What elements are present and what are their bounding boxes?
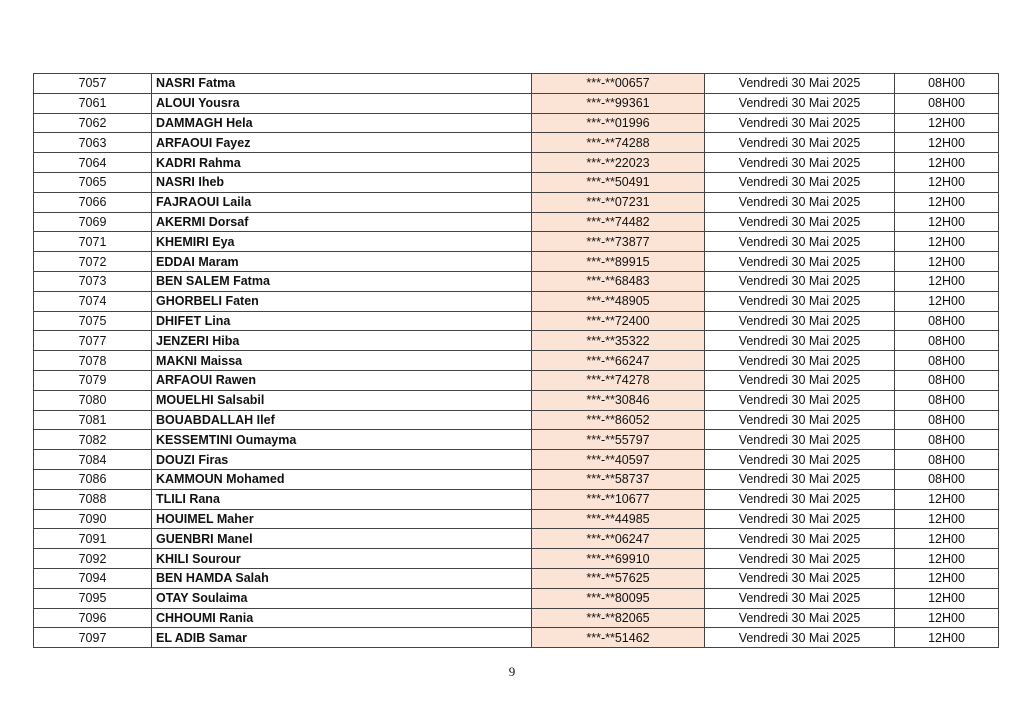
exam-time-cell: 12H00 [895,608,999,628]
person-name-cell: MOUELHI Salsabil [152,390,532,410]
exam-time-cell: 08H00 [895,430,999,450]
row-number-cell: 7069 [34,212,152,232]
row-number-cell: 7063 [34,133,152,153]
row-number-cell: 7080 [34,390,152,410]
person-name-cell: BEN HAMDA Salah [152,568,532,588]
table-row [34,252,999,272]
masked-id-cell: ***-**74288 [532,133,705,153]
exam-date-cell: Vendredi 30 Mai 2025 [705,450,895,470]
masked-id-cell: ***-**44985 [532,509,705,529]
masked-id-cell: ***-**73877 [532,232,705,252]
table-row [34,568,999,588]
row-number-cell: 7061 [34,93,152,113]
exam-date-cell: Vendredi 30 Mai 2025 [705,549,895,569]
row-number-cell: 7073 [34,271,152,291]
masked-id-cell: ***-**68483 [532,271,705,291]
exam-date-cell: Vendredi 30 Mai 2025 [705,291,895,311]
table-row [34,291,999,311]
exam-date-cell: Vendredi 30 Mai 2025 [705,608,895,628]
row-number-cell: 7057 [34,74,152,94]
exam-time-cell: 08H00 [895,450,999,470]
exam-time-cell: 12H00 [895,588,999,608]
person-name-cell: OTAY Soulaima [152,588,532,608]
exam-time-cell: 12H00 [895,133,999,153]
table-row [34,469,999,489]
person-name-cell: KHEMIRI Eya [152,232,532,252]
row-number-cell: 7074 [34,291,152,311]
table-row [34,430,999,450]
exam-date-cell: Vendredi 30 Mai 2025 [705,232,895,252]
exam-time-cell: 12H00 [895,172,999,192]
exam-date-cell: Vendredi 30 Mai 2025 [705,212,895,232]
person-name-cell: JENZERI Hiba [152,331,532,351]
table-row [34,172,999,192]
exam-time-cell: 12H00 [895,252,999,272]
masked-id-cell: ***-**80095 [532,588,705,608]
exam-date-cell: Vendredi 30 Mai 2025 [705,252,895,272]
row-number-cell: 7090 [34,509,152,529]
masked-id-cell: ***-**58737 [532,469,705,489]
table-row [34,628,999,648]
masked-id-cell: ***-**57625 [532,568,705,588]
exam-date-cell: Vendredi 30 Mai 2025 [705,311,895,331]
masked-id-cell: ***-**89915 [532,252,705,272]
table-row [34,410,999,430]
masked-id-cell: ***-**55797 [532,430,705,450]
masked-id-cell: ***-**30846 [532,390,705,410]
row-number-cell: 7077 [34,331,152,351]
exam-date-cell: Vendredi 30 Mai 2025 [705,568,895,588]
row-number-cell: 7075 [34,311,152,331]
exam-date-cell: Vendredi 30 Mai 2025 [705,430,895,450]
exam-date-cell: Vendredi 30 Mai 2025 [705,370,895,390]
person-name-cell: NASRI Fatma [152,74,532,94]
person-name-cell: ARFAOUI Rawen [152,370,532,390]
masked-id-cell: ***-**66247 [532,351,705,371]
exam-date-cell: Vendredi 30 Mai 2025 [705,628,895,648]
exam-time-cell: 12H00 [895,489,999,509]
row-number-cell: 7088 [34,489,152,509]
masked-id-cell: ***-**69910 [532,549,705,569]
masked-id-cell: ***-**74482 [532,212,705,232]
exam-time-cell: 08H00 [895,93,999,113]
person-name-cell: TLILI Rana [152,489,532,509]
masked-id-cell: ***-**35322 [532,331,705,351]
person-name-cell: EDDAI Maram [152,252,532,272]
table-row [34,192,999,212]
exam-date-cell: Vendredi 30 Mai 2025 [705,172,895,192]
exam-date-cell: Vendredi 30 Mai 2025 [705,331,895,351]
exam-time-cell: 08H00 [895,390,999,410]
exam-time-cell: 12H00 [895,291,999,311]
table-row [34,271,999,291]
table-row [34,450,999,470]
table-row [34,133,999,153]
exam-date-cell: Vendredi 30 Mai 2025 [705,509,895,529]
exam-date-cell: Vendredi 30 Mai 2025 [705,469,895,489]
roster-table-body [34,74,999,648]
masked-id-cell: ***-**74278 [532,370,705,390]
table-row [34,529,999,549]
row-number-cell: 7071 [34,232,152,252]
table-row [34,549,999,569]
masked-id-cell: ***-**01996 [532,113,705,133]
person-name-cell: KADRI Rahma [152,153,532,173]
exam-time-cell: 08H00 [895,74,999,94]
table-row [34,588,999,608]
exam-date-cell: Vendredi 30 Mai 2025 [705,351,895,371]
person-name-cell: CHHOUMI Rania [152,608,532,628]
person-name-cell: HOUIMEL Maher [152,509,532,529]
row-number-cell: 7097 [34,628,152,648]
exam-date-cell: Vendredi 30 Mai 2025 [705,133,895,153]
person-name-cell: BEN SALEM Fatma [152,271,532,291]
person-name-cell: ALOUI Yousra [152,93,532,113]
masked-id-cell: ***-**86052 [532,410,705,430]
row-number-cell: 7091 [34,529,152,549]
exam-time-cell: 12H00 [895,113,999,133]
person-name-cell: KHILI Sourour [152,549,532,569]
masked-id-cell: ***-**72400 [532,311,705,331]
masked-id-cell: ***-**51462 [532,628,705,648]
exam-date-cell: Vendredi 30 Mai 2025 [705,529,895,549]
person-name-cell: KESSEMTINI Oumayma [152,430,532,450]
masked-id-cell: ***-**22023 [532,153,705,173]
person-name-cell: AKERMI Dorsaf [152,212,532,232]
masked-id-cell: ***-**40597 [532,450,705,470]
person-name-cell: NASRI Iheb [152,172,532,192]
person-name-cell: GHORBELI Faten [152,291,532,311]
table-row [34,74,999,94]
masked-id-cell: ***-**82065 [532,608,705,628]
exam-time-cell: 12H00 [895,529,999,549]
exam-date-cell: Vendredi 30 Mai 2025 [705,192,895,212]
masked-id-cell: ***-**48905 [532,291,705,311]
masked-id-cell: ***-**07231 [532,192,705,212]
person-name-cell: DAMMAGH Hela [152,113,532,133]
exam-date-cell: Vendredi 30 Mai 2025 [705,153,895,173]
table-row [34,608,999,628]
table-row [34,212,999,232]
exam-time-cell: 12H00 [895,549,999,569]
table-row [34,311,999,331]
table-row [34,331,999,351]
table-row [34,93,999,113]
exam-date-cell: Vendredi 30 Mai 2025 [705,93,895,113]
masked-id-cell: ***-**06247 [532,529,705,549]
exam-time-cell: 12H00 [895,153,999,173]
row-number-cell: 7064 [34,153,152,173]
person-name-cell: EL ADIB Samar [152,628,532,648]
table-row [34,153,999,173]
roster-table [33,73,999,648]
table-row [34,390,999,410]
row-number-cell: 7095 [34,588,152,608]
table-row [34,232,999,252]
masked-id-cell: ***-**00657 [532,74,705,94]
row-number-cell: 7079 [34,370,152,390]
page-number: 9 [508,664,516,679]
exam-time-cell: 12H00 [895,232,999,252]
table-row [34,113,999,133]
masked-id-cell: ***-**50491 [532,172,705,192]
row-number-cell: 7084 [34,450,152,470]
exam-time-cell: 12H00 [895,628,999,648]
row-number-cell: 7065 [34,172,152,192]
person-name-cell: MAKNI Maissa [152,351,532,371]
exam-date-cell: Vendredi 30 Mai 2025 [705,588,895,608]
exam-time-cell: 12H00 [895,212,999,232]
exam-date-cell: Vendredi 30 Mai 2025 [705,74,895,94]
masked-id-cell: ***-**10677 [532,489,705,509]
exam-time-cell: 12H00 [895,271,999,291]
row-number-cell: 7072 [34,252,152,272]
exam-date-cell: Vendredi 30 Mai 2025 [705,271,895,291]
row-number-cell: 7096 [34,608,152,628]
exam-time-cell: 12H00 [895,192,999,212]
row-number-cell: 7082 [34,430,152,450]
masked-id-cell: ***-**99361 [532,93,705,113]
row-number-cell: 7062 [34,113,152,133]
table-row [34,509,999,529]
person-name-cell: DOUZI Firas [152,450,532,470]
person-name-cell: FAJRAOUI Laila [152,192,532,212]
person-name-cell: KAMMOUN Mohamed [152,469,532,489]
exam-time-cell: 08H00 [895,370,999,390]
table-row [34,489,999,509]
exam-date-cell: Vendredi 30 Mai 2025 [705,390,895,410]
exam-time-cell: 08H00 [895,351,999,371]
person-name-cell: BOUABDALLAH Ilef [152,410,532,430]
person-name-cell: ARFAOUI Fayez [152,133,532,153]
person-name-cell: DHIFET Lina [152,311,532,331]
row-number-cell: 7092 [34,549,152,569]
exam-date-cell: Vendredi 30 Mai 2025 [705,489,895,509]
row-number-cell: 7086 [34,469,152,489]
exam-time-cell: 08H00 [895,331,999,351]
table-row [34,351,999,371]
row-number-cell: 7094 [34,568,152,588]
exam-time-cell: 12H00 [895,568,999,588]
exam-time-cell: 08H00 [895,311,999,331]
exam-date-cell: Vendredi 30 Mai 2025 [705,410,895,430]
row-number-cell: 7081 [34,410,152,430]
exam-date-cell: Vendredi 30 Mai 2025 [705,113,895,133]
exam-time-cell: 08H00 [895,410,999,430]
table-row [34,370,999,390]
row-number-cell: 7078 [34,351,152,371]
exam-time-cell: 12H00 [895,509,999,529]
person-name-cell: GUENBRI Manel [152,529,532,549]
exam-time-cell: 08H00 [895,469,999,489]
row-number-cell: 7066 [34,192,152,212]
